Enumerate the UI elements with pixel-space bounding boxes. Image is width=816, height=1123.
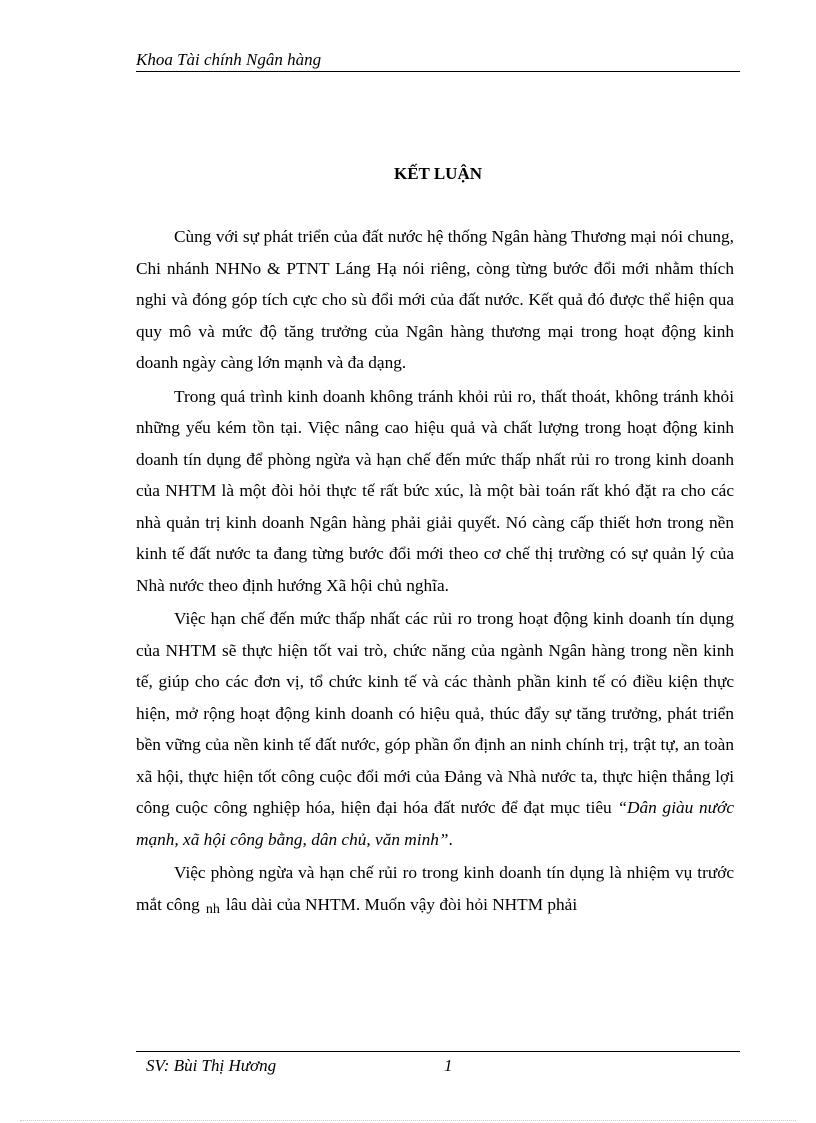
paragraph-4-stray-text: nh [205, 901, 220, 917]
document-body [136, 221, 734, 925]
page-header [136, 50, 740, 72]
student-name: SV: Bùi Thị Hương [146, 1056, 277, 1075]
paragraph-1: Cùng với sự phát triển của đất nước hệ thống Ngân hàng Thương mại nói chung, Chi nhánh NHNo & PTNT Láng Hạ nói riêng, còng từng bước đổi mới nhằm thích nghi và đóng góp tích cực cho sù đổi mới của đất nước. Kết quả đó được thể hiện qua quy mô và mức độ tăng trưởng của Ngân hàng thương mại trong hoạt động kinh doanh ngày càng lớn mạnh và đa dạng. [136, 227, 734, 372]
paragraph-3-text: Việc hạn chế đến mức thấp nhất các rủi ro trong hoạt động kinh doanh tín dụng của NHTM sẽ thực hiện tốt vai trò, chức năng của ngành Ngân hàng trong nền kinh tế, giúp cho các đơn vị, tổ chức kinh tế và các thành phần kinh tế có điều kiện thực hiện, mở rộng hoạt động kinh doanh có hiệu quả, thúc đẩy sự tăng trưởng, phát triển bền vững của nền kinh tế đất nước, góp phần ổn định an ninh chính trị, trật tự, an toàn xã hội, thực hiện tốt công cuộc đổi mới của Đảng và Nhà nước ta, thực hiện thắng lợi công cuộc công nghiệp hóa, hiện đại hóa đất nước để đạt mục tiêu [136, 609, 734, 817]
page-title: KẾT LUẬN [393, 164, 482, 183]
department-name: Khoa Tài chính Ngân hàng [136, 50, 322, 69]
paragraph-4 [136, 857, 734, 925]
page-number: 1 [444, 1056, 453, 1075]
paragraph-4-start: Việc phòng ngừa và hạn chế rủi ro trong kinh doanh tín dụng là nhiệm vụ trước mắt công [136, 863, 734, 914]
page-footer [136, 1051, 740, 1075]
page-edge-divider [20, 1120, 796, 1121]
paragraph-3 [136, 603, 734, 855]
paragraph-2: Trong quá trình kinh doanh không tránh khỏi rủi ro, thất thoát, không tránh khỏi những yếu kém tồn tại. Việc nâng cao hiệu quả và chất lượng trong hoạt động kinh doanh tín dụng để phòng ngừa và hạn chế đến mức thấp nhất rủi ro trong kinh doanh của NHTM là một đòi hỏi thực tế rất bức xúc, là một bài toán rất khó đặt ra cho các nhà quản trị kinh doanh Ngân hàng phải giải quyết. Nó càng cấp thiết hơn trong nền kinh tế đất nước ta đang từng bước đổi mới theo cơ chế thị trường có sự quản lý của Nhà nước theo định hướng Xã hội chủ nghĩa. [136, 386, 734, 595]
paragraph-3-end: . [448, 829, 453, 849]
paragraph-4-end: lâu dài của NHTM. Muốn vậy đòi hỏi NHTM phải [225, 894, 578, 914]
paragraph-3-quote: “Dân giàu nước mạnh, xã hội công bằng, dân chủ, văn minh” [136, 798, 734, 849]
